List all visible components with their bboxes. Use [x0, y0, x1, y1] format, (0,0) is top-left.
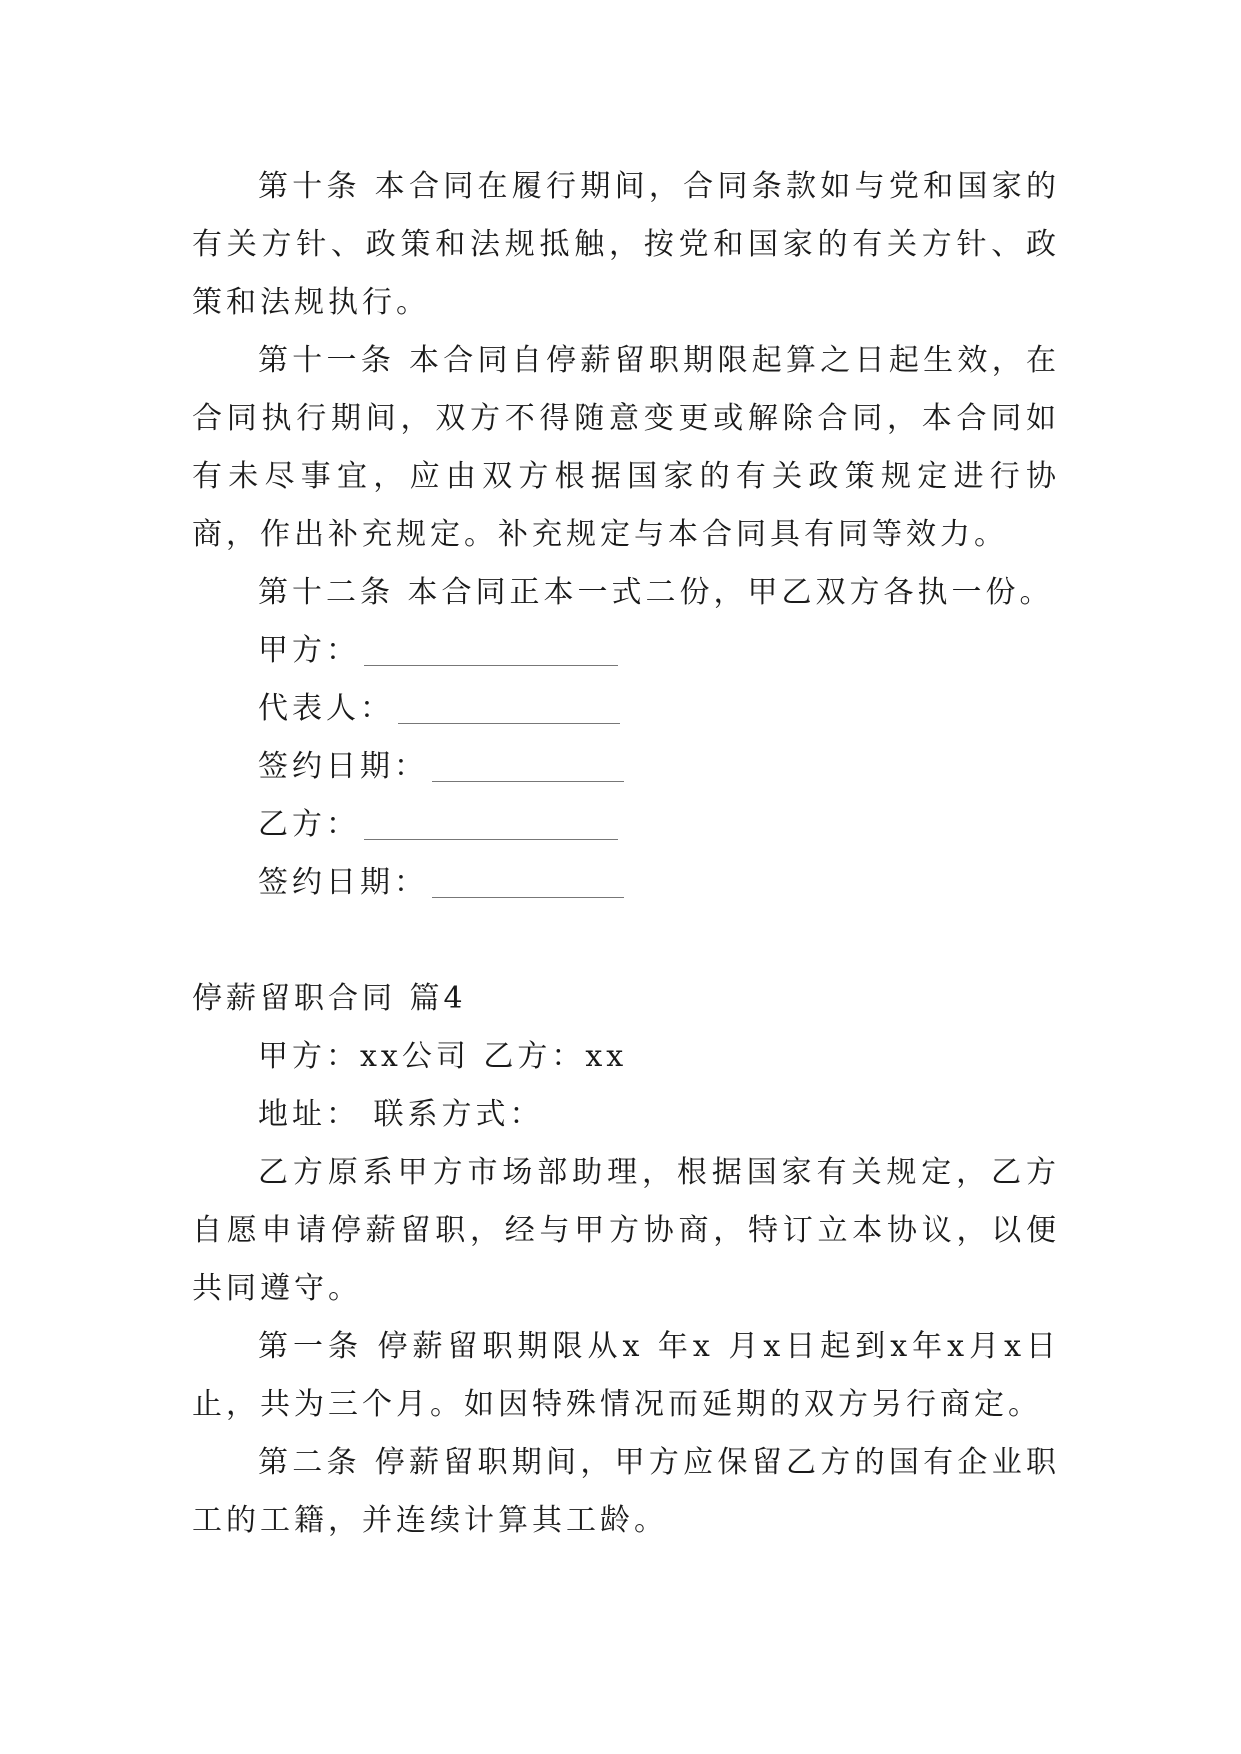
signature-party-a-label: 甲方：	[258, 633, 360, 668]
clause-11: 第十一条 本合同自停薪留职期限起算之日起生效，在合同执行期间，双方不得随意变更或解除合同，本合同如有未尽事宜，应由双方根据国家的有关政策规定进行协商，作出补充规定。补充规定与本合同具有同等效力。	[192, 343, 1060, 552]
signature-date-2-label: 签约日期：	[258, 865, 428, 900]
signature-representative	[192, 680, 1060, 738]
signature-date-1-blank	[432, 751, 624, 782]
signature-date-2-blank	[432, 867, 624, 898]
document-body	[192, 158, 1060, 1550]
section-spacer	[192, 912, 1060, 970]
intro-paragraph: 乙方原系甲方市场部助理，根据国家有关规定，乙方自愿申请停薪留职，经与甲方协商，特订立本协议，以便共同遵守。	[192, 1155, 1060, 1306]
signature-date-1	[192, 738, 1060, 796]
parties-line: 甲方：xx公司 乙方：xx	[258, 1039, 628, 1074]
signature-party-a	[192, 622, 1060, 680]
article-2: 第二条 停薪留职期间，甲方应保留乙方的国有企业职工的工籍，并连续计算其工龄。	[192, 1445, 1060, 1538]
signature-date-2	[192, 854, 1060, 912]
clause-12: 第十二条 本合同正本一式二份，甲乙双方各执一份。	[258, 575, 1054, 610]
signature-representative-blank	[398, 693, 620, 724]
section-title: 停薪留职合同 篇4	[192, 981, 467, 1016]
address-line: 地址： 联系方式：	[258, 1097, 544, 1132]
article-1: 第一条 停薪留职期限从x 年x 月x日起到x年x月x日止，共为三个月。如因特殊情况而延期的双方另行商定。	[192, 1329, 1060, 1422]
signature-date-1-label: 签约日期：	[258, 749, 428, 784]
clause-10: 第十条 本合同在履行期间，合同条款如与党和国家的有关方针、政策和法规抵触，按党和国家的有关方针、政策和法规执行。	[192, 169, 1060, 320]
signature-party-a-blank	[364, 635, 618, 666]
signature-representative-label: 代表人：	[258, 691, 394, 726]
signature-party-b	[192, 796, 1060, 854]
signature-party-b-blank	[364, 809, 618, 840]
signature-party-b-label: 乙方：	[258, 807, 360, 842]
